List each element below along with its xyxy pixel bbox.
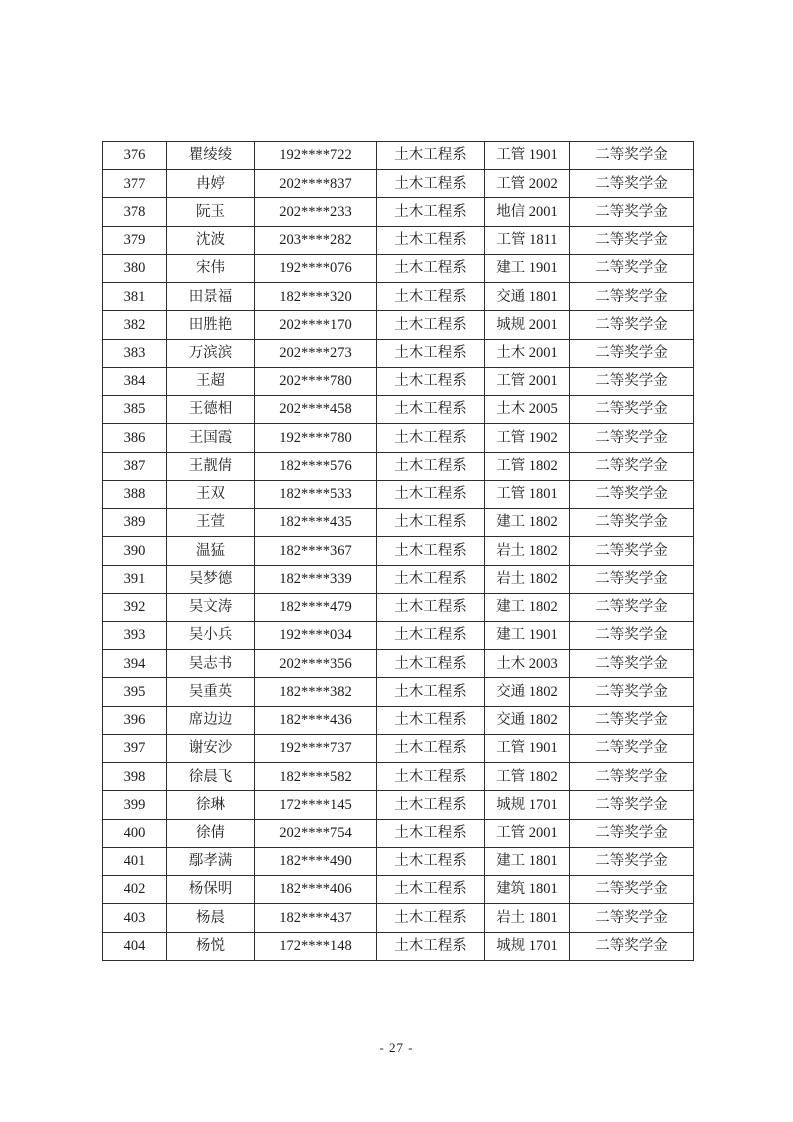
cell-department: 土木工程系 [377, 254, 485, 282]
cell-no: 401 [103, 847, 167, 875]
cell-award: 二等奖学金 [570, 254, 694, 282]
table-row [103, 650, 694, 678]
cell-student_id: 172****145 [255, 791, 377, 819]
cell-class: 岩土 1802 [485, 537, 570, 565]
cell-award: 二等奖学金 [570, 734, 694, 762]
cell-department: 土木工程系 [377, 734, 485, 762]
cell-department: 土木工程系 [377, 791, 485, 819]
cell-award: 二等奖学金 [570, 170, 694, 198]
table-row [103, 452, 694, 480]
table-row [103, 734, 694, 762]
cell-department: 土木工程系 [377, 283, 485, 311]
cell-department: 土木工程系 [377, 311, 485, 339]
cell-name: 席边边 [167, 706, 255, 734]
table-row [103, 593, 694, 621]
cell-department: 土木工程系 [377, 904, 485, 932]
cell-no: 402 [103, 876, 167, 904]
cell-class: 土木 2003 [485, 650, 570, 678]
cell-student_id: 182****367 [255, 537, 377, 565]
table-row [103, 170, 694, 198]
table-row [103, 311, 694, 339]
cell-name: 沈波 [167, 226, 255, 254]
cell-class: 城规 1701 [485, 932, 570, 960]
cell-student_id: 182****339 [255, 565, 377, 593]
cell-student_id: 182****479 [255, 593, 377, 621]
cell-no: 396 [103, 706, 167, 734]
cell-award: 二等奖学金 [570, 763, 694, 791]
cell-class: 建工 1802 [485, 509, 570, 537]
cell-department: 土木工程系 [377, 678, 485, 706]
cell-award: 二等奖学金 [570, 876, 694, 904]
cell-student_id: 202****233 [255, 198, 377, 226]
cell-department: 土木工程系 [377, 537, 485, 565]
cell-department: 土木工程系 [377, 819, 485, 847]
cell-class: 建筑 1801 [485, 876, 570, 904]
cell-department: 土木工程系 [377, 367, 485, 395]
table-row [103, 480, 694, 508]
cell-award: 二等奖学金 [570, 791, 694, 819]
cell-department: 土木工程系 [377, 424, 485, 452]
table-row [103, 424, 694, 452]
cell-student_id: 192****737 [255, 734, 377, 762]
cell-award: 二等奖学金 [570, 396, 694, 424]
cell-award: 二等奖学金 [570, 509, 694, 537]
cell-award: 二等奖学金 [570, 593, 694, 621]
cell-award: 二等奖学金 [570, 452, 694, 480]
cell-award: 二等奖学金 [570, 367, 694, 395]
cell-class: 城规 1701 [485, 791, 570, 819]
cell-class: 建工 1901 [485, 621, 570, 649]
cell-no: 404 [103, 932, 167, 960]
cell-no: 392 [103, 593, 167, 621]
cell-name: 田景福 [167, 283, 255, 311]
cell-no: 398 [103, 763, 167, 791]
table-row [103, 283, 694, 311]
cell-department: 土木工程系 [377, 480, 485, 508]
cell-name: 王萱 [167, 509, 255, 537]
cell-student_id: 192****034 [255, 621, 377, 649]
cell-student_id: 182****582 [255, 763, 377, 791]
table-row [103, 509, 694, 537]
cell-department: 土木工程系 [377, 847, 485, 875]
cell-no: 380 [103, 254, 167, 282]
cell-award: 二等奖学金 [570, 621, 694, 649]
cell-student_id: 182****576 [255, 452, 377, 480]
cell-name: 万滨滨 [167, 339, 255, 367]
cell-award: 二等奖学金 [570, 424, 694, 452]
cell-award: 二等奖学金 [570, 706, 694, 734]
cell-no: 389 [103, 509, 167, 537]
cell-student_id: 182****533 [255, 480, 377, 508]
cell-department: 土木工程系 [377, 650, 485, 678]
table-row [103, 226, 694, 254]
table-row [103, 876, 694, 904]
cell-award: 二等奖学金 [570, 904, 694, 932]
cell-name: 王德相 [167, 396, 255, 424]
cell-no: 399 [103, 791, 167, 819]
table-row [103, 847, 694, 875]
cell-no: 382 [103, 311, 167, 339]
cell-award: 二等奖学金 [570, 480, 694, 508]
cell-no: 376 [103, 142, 167, 170]
cell-student_id: 202****170 [255, 311, 377, 339]
cell-class: 工管 2001 [485, 367, 570, 395]
table-row [103, 791, 694, 819]
cell-name: 杨悦 [167, 932, 255, 960]
cell-student_id: 182****437 [255, 904, 377, 932]
cell-name: 吴文涛 [167, 593, 255, 621]
cell-no: 394 [103, 650, 167, 678]
cell-class: 工管 1801 [485, 480, 570, 508]
cell-department: 土木工程系 [377, 932, 485, 960]
cell-award: 二等奖学金 [570, 678, 694, 706]
cell-award: 二等奖学金 [570, 311, 694, 339]
cell-name: 宋伟 [167, 254, 255, 282]
cell-no: 385 [103, 396, 167, 424]
table-row [103, 537, 694, 565]
table-row [103, 678, 694, 706]
cell-name: 吴小兵 [167, 621, 255, 649]
cell-department: 土木工程系 [377, 876, 485, 904]
cell-student_id: 203****282 [255, 226, 377, 254]
cell-award: 二等奖学金 [570, 537, 694, 565]
cell-no: 391 [103, 565, 167, 593]
cell-class: 岩土 1802 [485, 565, 570, 593]
cell-department: 土木工程系 [377, 170, 485, 198]
table-row [103, 367, 694, 395]
cell-no: 387 [103, 452, 167, 480]
table-row [103, 819, 694, 847]
cell-award: 二等奖学金 [570, 198, 694, 226]
cell-class: 地信 2001 [485, 198, 570, 226]
table-row [103, 339, 694, 367]
cell-student_id: 202****837 [255, 170, 377, 198]
cell-student_id: 202****356 [255, 650, 377, 678]
cell-class: 工管 1811 [485, 226, 570, 254]
cell-student_id: 192****722 [255, 142, 377, 170]
cell-no: 383 [103, 339, 167, 367]
table-row [103, 142, 694, 170]
cell-name: 温猛 [167, 537, 255, 565]
cell-student_id: 202****754 [255, 819, 377, 847]
cell-name: 冉婷 [167, 170, 255, 198]
cell-name: 王超 [167, 367, 255, 395]
cell-class: 建工 1802 [485, 593, 570, 621]
cell-no: 377 [103, 170, 167, 198]
cell-award: 二等奖学金 [570, 819, 694, 847]
cell-name: 田胜艳 [167, 311, 255, 339]
cell-department: 土木工程系 [377, 226, 485, 254]
cell-class: 建工 1801 [485, 847, 570, 875]
cell-student_id: 202****780 [255, 367, 377, 395]
table-row [103, 621, 694, 649]
cell-student_id: 182****436 [255, 706, 377, 734]
cell-no: 403 [103, 904, 167, 932]
cell-department: 土木工程系 [377, 565, 485, 593]
cell-name: 鄢孝满 [167, 847, 255, 875]
page-number: - 27 - [379, 1040, 414, 1055]
cell-student_id: 182****490 [255, 847, 377, 875]
cell-no: 393 [103, 621, 167, 649]
table-row [103, 396, 694, 424]
cell-no: 378 [103, 198, 167, 226]
cell-name: 吴志书 [167, 650, 255, 678]
cell-student_id: 182****320 [255, 283, 377, 311]
cell-class: 交通 1801 [485, 283, 570, 311]
cell-award: 二等奖学金 [570, 226, 694, 254]
table-row [103, 198, 694, 226]
cell-class: 交通 1802 [485, 706, 570, 734]
cell-class: 工管 1802 [485, 452, 570, 480]
cell-name: 王靓倩 [167, 452, 255, 480]
cell-class: 建工 1901 [485, 254, 570, 282]
cell-department: 土木工程系 [377, 452, 485, 480]
table-row [103, 565, 694, 593]
cell-name: 谢安沙 [167, 734, 255, 762]
scholarship-table [102, 141, 694, 961]
cell-class: 交通 1802 [485, 678, 570, 706]
cell-award: 二等奖学金 [570, 339, 694, 367]
cell-name: 吴重英 [167, 678, 255, 706]
cell-name: 王国霞 [167, 424, 255, 452]
cell-student_id: 192****780 [255, 424, 377, 452]
cell-department: 土木工程系 [377, 706, 485, 734]
cell-department: 土木工程系 [377, 339, 485, 367]
cell-student_id: 202****273 [255, 339, 377, 367]
cell-no: 390 [103, 537, 167, 565]
table-row [103, 254, 694, 282]
cell-award: 二等奖学金 [570, 283, 694, 311]
cell-award: 二等奖学金 [570, 142, 694, 170]
cell-student_id: 202****458 [255, 396, 377, 424]
cell-student_id: 182****406 [255, 876, 377, 904]
cell-name: 徐琳 [167, 791, 255, 819]
cell-name: 瞿绫绫 [167, 142, 255, 170]
cell-class: 城规 2001 [485, 311, 570, 339]
cell-no: 381 [103, 283, 167, 311]
cell-no: 400 [103, 819, 167, 847]
cell-award: 二等奖学金 [570, 650, 694, 678]
cell-student_id: 172****148 [255, 932, 377, 960]
table-row [103, 932, 694, 960]
cell-class: 工管 2002 [485, 170, 570, 198]
cell-award: 二等奖学金 [570, 932, 694, 960]
cell-no: 395 [103, 678, 167, 706]
cell-student_id: 182****435 [255, 509, 377, 537]
cell-name: 徐晨飞 [167, 763, 255, 791]
cell-no: 386 [103, 424, 167, 452]
cell-class: 工管 1902 [485, 424, 570, 452]
cell-no: 384 [103, 367, 167, 395]
cell-class: 工管 2001 [485, 819, 570, 847]
cell-class: 土木 2001 [485, 339, 570, 367]
cell-department: 土木工程系 [377, 763, 485, 791]
cell-class: 岩土 1801 [485, 904, 570, 932]
table-row [103, 763, 694, 791]
cell-department: 土木工程系 [377, 198, 485, 226]
cell-name: 王双 [167, 480, 255, 508]
cell-no: 388 [103, 480, 167, 508]
cell-department: 土木工程系 [377, 509, 485, 537]
cell-class: 土木 2005 [485, 396, 570, 424]
table-row [103, 904, 694, 932]
cell-student_id: 192****076 [255, 254, 377, 282]
cell-student_id: 182****382 [255, 678, 377, 706]
cell-name: 阮玉 [167, 198, 255, 226]
cell-award: 二等奖学金 [570, 565, 694, 593]
cell-no: 397 [103, 734, 167, 762]
cell-no: 379 [103, 226, 167, 254]
cell-class: 工管 1901 [485, 142, 570, 170]
cell-name: 杨晨 [167, 904, 255, 932]
cell-department: 土木工程系 [377, 593, 485, 621]
cell-award: 二等奖学金 [570, 847, 694, 875]
cell-name: 吴梦德 [167, 565, 255, 593]
cell-class: 工管 1802 [485, 763, 570, 791]
cell-name: 徐倩 [167, 819, 255, 847]
cell-department: 土木工程系 [377, 396, 485, 424]
cell-department: 土木工程系 [377, 621, 485, 649]
table-row [103, 706, 694, 734]
cell-name: 杨保明 [167, 876, 255, 904]
cell-class: 工管 1901 [485, 734, 570, 762]
cell-department: 土木工程系 [377, 142, 485, 170]
